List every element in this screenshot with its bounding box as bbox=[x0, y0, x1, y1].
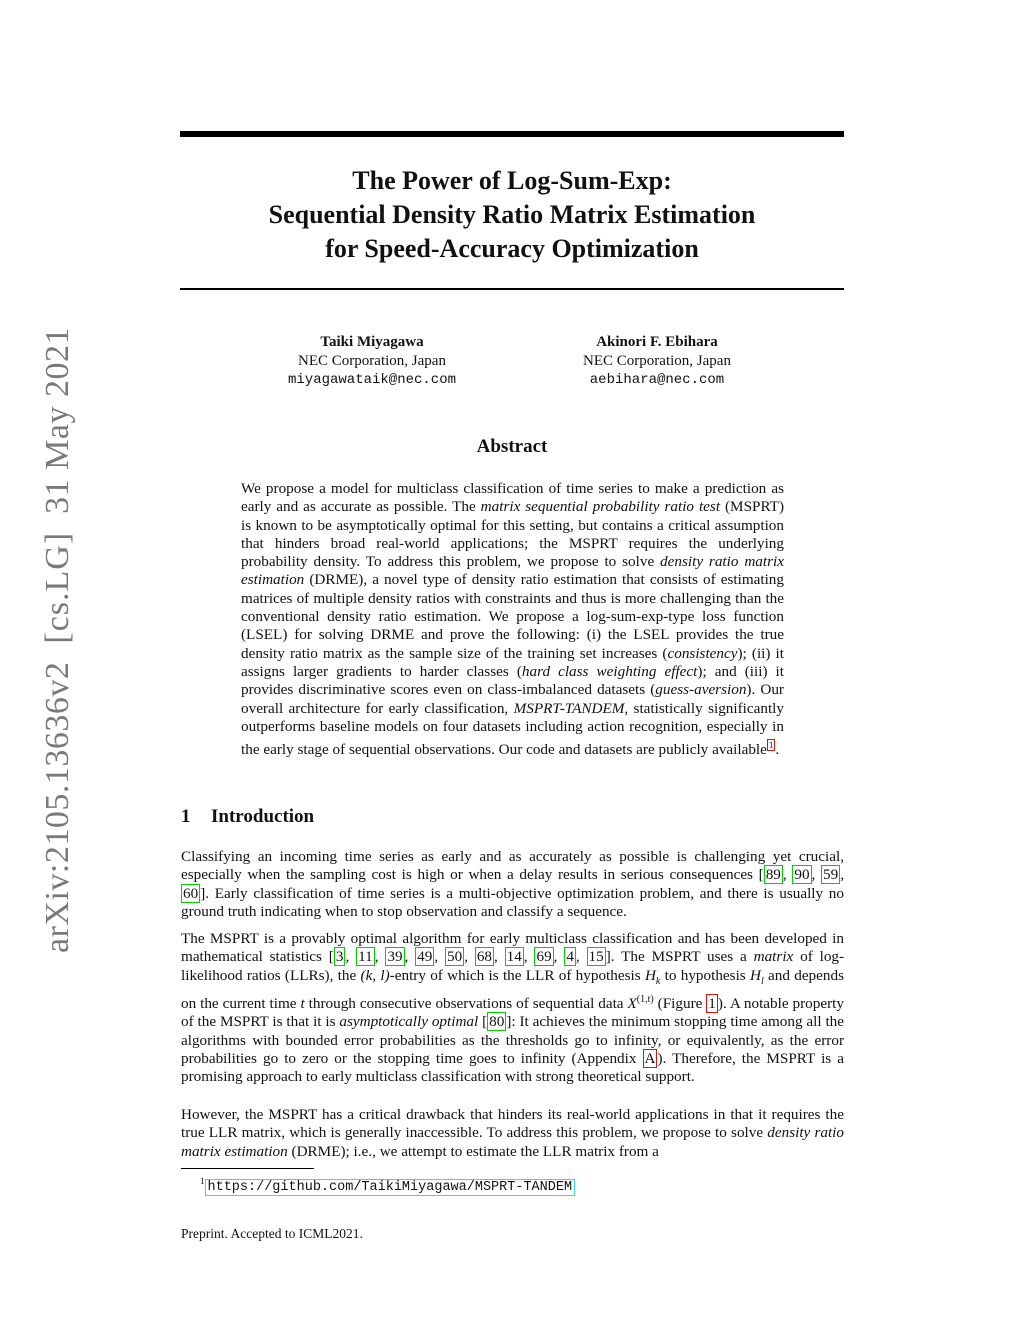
math-symbol: H bbox=[749, 966, 761, 984]
paragraph-text: (DRME); i.e., we attempt to estimate the LLR matrix from a bbox=[287, 1142, 659, 1160]
citation-link[interactable]: 69 bbox=[536, 948, 552, 966]
citation-link[interactable]: 90 bbox=[794, 866, 810, 884]
author-1-email: miyagawataik@nec.com bbox=[287, 372, 457, 388]
section-title: Introduction bbox=[211, 806, 315, 827]
paragraph-emphasis: density ratio matrix estimation bbox=[181, 1124, 844, 1160]
arxiv-date: 31 May 2021 bbox=[39, 327, 76, 514]
citation-link[interactable]: 60 bbox=[183, 884, 199, 902]
author-1-affiliation: NEC Corporation, Japan bbox=[298, 353, 446, 369]
footnote bbox=[200, 1176, 575, 1195]
abstract-heading: Abstract bbox=[476, 436, 548, 457]
footnote-link[interactable]: 1 bbox=[768, 740, 774, 751]
paragraph-text: ]: It achieves the minimum stopping time among all the algorithms with bounded error probabilities as the thresholds go to infinity, or equivalently, as the error probabilities go to zero or the stopping time goes to infinity (Appendix bbox=[181, 1013, 845, 1067]
abstract-emphasis: consistency bbox=[667, 644, 738, 662]
math-symbol: X bbox=[627, 994, 637, 1012]
paragraph-text: ]. The MSPRT uses a bbox=[605, 948, 754, 966]
paragraph-emphasis: asymptotically optimal bbox=[339, 1013, 479, 1031]
footnote-rule bbox=[181, 1168, 314, 1169]
abstract-text-part: (MSPRT) is known to be asymptotically optimal for this setting, but contains a critical assumption that hinders broad real-world applications; the MSPRT requires the underlying probability density. To address this problem, we propose to solve bbox=[241, 498, 785, 571]
title-top-rule bbox=[180, 131, 844, 137]
arxiv-category: [cs.LG] bbox=[39, 531, 76, 644]
citation-link[interactable]: 3 bbox=[335, 948, 344, 966]
math-superscript: (1,t) bbox=[636, 993, 654, 1005]
abstract-emphasis: matrix sequential probability ratio test bbox=[480, 498, 721, 516]
citation-link[interactable]: 49 bbox=[417, 948, 433, 966]
section-heading bbox=[181, 806, 314, 828]
math-symbol: H bbox=[644, 966, 656, 984]
citation-link[interactable]: 39 bbox=[387, 948, 403, 966]
math-subscript: k bbox=[655, 975, 661, 987]
abstract-emphasis: density ratio matrix estimation bbox=[241, 553, 784, 589]
paragraph-text: However, the MSPRT has a critical drawback that hinders its real-world applications in that it requires the true LLR matrix, which is generally inaccessible. To address this problem, we propose to solve bbox=[181, 1106, 844, 1142]
arxiv-sidebar-stamp bbox=[39, 327, 77, 953]
citation-link[interactable]: 11 bbox=[358, 948, 373, 966]
paragraph-text: through consecutive observations of sequential data bbox=[304, 994, 628, 1012]
title-line-2: Sequential Density Ratio Matrix Estimation bbox=[268, 200, 756, 229]
citation-link[interactable]: 15 bbox=[588, 948, 604, 966]
citation-link[interactable]: 14 bbox=[506, 948, 522, 966]
preprint-note: Preprint. Accepted to ICML2021. bbox=[181, 1226, 363, 1241]
paragraph-text: to hypothesis bbox=[660, 966, 750, 984]
citation-link[interactable]: 50 bbox=[447, 948, 463, 966]
paragraph-text: of log-likelihood ratios (LLRs), the bbox=[181, 948, 845, 984]
paragraph-text: ). A notable property of the MSPRT is that it is bbox=[181, 994, 844, 1031]
paragraph-text: ]. Early classification of time series is a multi-objective optimization problem, and there is usually no ground truth indicating when to stop observation and classify a sequence. bbox=[181, 884, 844, 920]
abstract-text bbox=[241, 480, 784, 760]
citation-link[interactable]: 4 bbox=[566, 948, 574, 966]
paper-title bbox=[180, 164, 844, 266]
abstract-text-part: (DRME), a novel type of density ratio estimation that consists of estimating matrices of multiple density ratios with constraints and thus is more challenging than the conventional density ratio estimation. We propose a log-sum-exp-type loss function (LSEL) for solving DRME and prove the following: (i) the LSEL provides the true density ratio matrix as the sample size of the training set increases ( bbox=[241, 571, 784, 662]
author-2-email: aebihara@nec.com bbox=[589, 372, 725, 388]
abstract-text-part: ); and (iii) it provides discriminative scores even on class-imbalanced datasets ( bbox=[241, 662, 785, 699]
abstract-text-part: ); (ii) it assigns larger gradients to harder classes ( bbox=[241, 644, 784, 680]
citation-link[interactable]: 89 bbox=[765, 866, 781, 884]
section-number: 1 bbox=[181, 806, 191, 827]
citation-link[interactable]: 80 bbox=[489, 1013, 505, 1031]
footnote-url-link[interactable]: https://github.com/TaikiMiyagawa/MSPRT-TANDEM bbox=[205, 1179, 576, 1196]
footnote-mark: 1 bbox=[200, 1176, 205, 1186]
paragraph-2: The MSPRT is a provably optimal algorithm for early multiclass classification and has been developed in mathematical statistics [ 3 , 11 , 39 , 49 , 50 , 68 , 14 , 69 , 4 , 15 ]. The MSPRT uses a matrix of log-likelihood ratios (LLRs), the (k, l)-entry of which is the LLR of hypothesis $H_k$ to hypothesis $H_l$ and depends on the current time t through consecutive observations of sequential data X$^{(1,t)}$ (Figure 1 ). A notable property of the MSPRT is that it is asymptotically optimal [ 80 ]: It achieves the minimum stopping time among all the algorithms with bounded error probabilities as the thresholds go to infinity, or equivalently, as the error probabilities go to zero or the stopping time goes to infinity (Appendix A ). Therefore, the MSPRT is a promising approach to early multiclass classification with strong theoretical support. bbox=[181, 930, 845, 1086]
abstract-emphasis: hard class weighting effect bbox=[521, 662, 698, 680]
author-2 bbox=[507, 333, 807, 390]
title-line-3: for Speed-Accuracy Optimization bbox=[325, 234, 699, 263]
math-subscript: l bbox=[760, 975, 764, 987]
author-1 bbox=[222, 333, 522, 390]
abstract-emphasis: MSPRT-TANDEM bbox=[513, 699, 625, 717]
paragraph-text: and depends on the current time bbox=[181, 966, 844, 1012]
author-2-name: Akinori F. Ebihara bbox=[596, 334, 718, 350]
paragraph-emphasis: matrix bbox=[753, 948, 794, 966]
paragraph-text: (Figure bbox=[653, 994, 707, 1012]
paragraph-1: Classifying an incoming time series as early and as accurately as possible is challenging yet crucial, especially when the sampling cost is high or when a delay results in serious consequences [ 89 , 90 , 59 , 60 ]. Early classification of time series is a multi-objective optimization problem, and there is usually no ground truth indicating when to stop observation and classify a sequence. bbox=[181, 848, 844, 920]
title-line-1: The Power of Log-Sum-Exp: bbox=[352, 166, 672, 195]
figure-link[interactable]: 1 bbox=[708, 994, 716, 1012]
appendix-link[interactable]: A bbox=[644, 1049, 656, 1067]
math-symbol: t bbox=[300, 994, 305, 1012]
paragraph-3 bbox=[181, 1106, 844, 1161]
citation-link[interactable]: 59 bbox=[823, 866, 839, 884]
paragraph-text: The MSPRT is a provably optimal algorithm for early multiclass classification and has been developed in mathematical statistics [ bbox=[181, 930, 844, 966]
author-2-affiliation: NEC Corporation, Japan bbox=[583, 353, 731, 369]
abstract-text-part: We propose a model for multiclass classification of time series to make a prediction as early and as accurate as possible. The bbox=[241, 480, 784, 516]
title-bottom-rule bbox=[180, 288, 844, 290]
math-symbol: (k, l) bbox=[360, 966, 390, 984]
paragraph-text: ). Therefore, the MSPRT is a promising approach to early multiclass classification with strong theoretical support. bbox=[181, 1049, 844, 1086]
abstract-text-part: ). Our overall architecture for early classification, bbox=[241, 681, 784, 717]
paragraph-text: -entry of which is the LLR of hypothesis bbox=[389, 966, 645, 984]
paragraph-text: Classifying an incoming time series as early and as accurately as possible is challenging yet crucial, especially when the sampling cost is high or when a delay results in serious consequences [ bbox=[181, 848, 844, 884]
abstract-text-part: , statistically significantly outperforms baseline models on four datasets including action recognition, especially in the early stage of sequential observations. Our code and datasets are publicly available bbox=[241, 699, 784, 759]
author-1-name: Taiki Miyagawa bbox=[320, 334, 424, 350]
abstract-emphasis: guess-aversion bbox=[655, 681, 747, 699]
citation-link[interactable]: 68 bbox=[476, 948, 493, 966]
paragraph-text: [ bbox=[478, 1013, 488, 1031]
arxiv-id: arXiv:2105.13636v2 bbox=[39, 661, 76, 953]
abstract-text-part: . bbox=[775, 741, 780, 759]
